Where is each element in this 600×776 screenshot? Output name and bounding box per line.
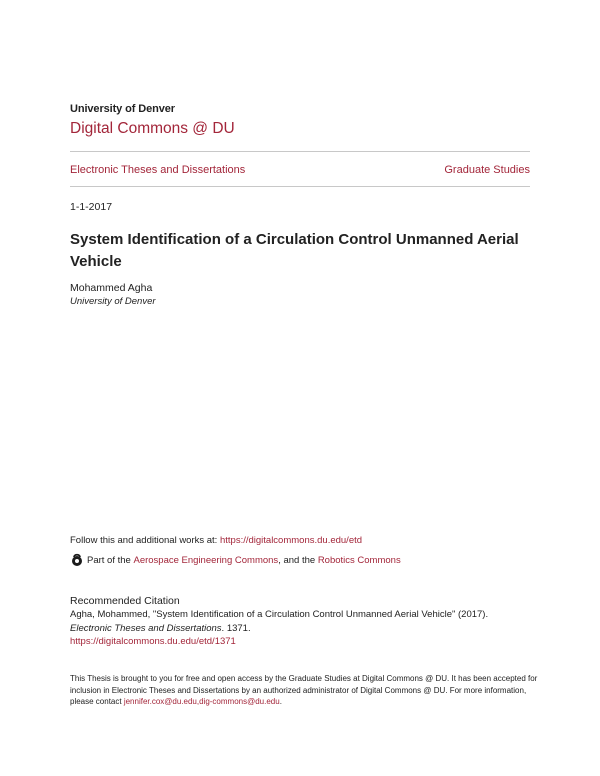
access-notice-text: This Thesis is brought to you for free and open access by the Graduate Studies at Digital Commons @ DU. It has been accepted for inclusion in Electronic Theses and Dissertations by an authorized administrator of Digital Commons @ DU. For more information, please contact xyxy=(70,674,538,706)
part-of-line xyxy=(70,553,401,567)
citation-series-line xyxy=(70,622,540,636)
aerospace-commons-link[interactable]: Aerospace Engineering Commons xyxy=(133,554,279,566)
partof-prefix: Part of the xyxy=(87,554,131,566)
graduate-studies-link[interactable]: Graduate Studies xyxy=(444,164,530,176)
paper-title: System Identification of a Circulation Control Unmanned Aerial Vehicle xyxy=(70,231,519,270)
follow-line xyxy=(70,535,362,546)
bottom-divider xyxy=(70,186,530,187)
citation-block xyxy=(70,608,540,649)
recommended-citation-heading: Recommended Citation xyxy=(70,595,180,607)
contact-email-link[interactable]: jennifer.cox@du.edu,dig-commons@du.edu xyxy=(123,697,280,706)
follow-prefix: Follow this and additional works at: xyxy=(70,535,220,546)
citation-line: Agha, Mohammed, "System Identification of a Circulation Control Unmanned Aerial Vehicle" (2017). xyxy=(70,609,489,620)
collection-link[interactable]: Electronic Theses and Dissertations xyxy=(70,164,246,176)
citation-url-link[interactable]: https://digitalcommons.du.edu/etd/1371 xyxy=(70,636,236,647)
open-access-icon xyxy=(70,553,84,567)
top-divider xyxy=(70,151,530,152)
publication-date: 1-1-2017 xyxy=(70,201,113,213)
robotics-commons-link[interactable]: Robotics Commons xyxy=(317,554,401,566)
institution-name: University of Denver xyxy=(70,103,175,115)
access-notice xyxy=(70,673,540,708)
repository-title[interactable]: Digital Commons @ DU xyxy=(70,120,235,137)
partof-mid: , and the xyxy=(278,554,316,566)
citation-series: Electronic Theses and Dissertations xyxy=(70,622,222,634)
access-notice-end: . xyxy=(279,697,282,706)
citation-series-suffix: . 1371. xyxy=(221,622,251,634)
author-affiliation: University of Denver xyxy=(70,296,156,307)
author-name: Mohammed Agha xyxy=(70,282,153,294)
follow-url-link[interactable]: https://digitalcommons.du.edu/etd xyxy=(219,535,363,546)
